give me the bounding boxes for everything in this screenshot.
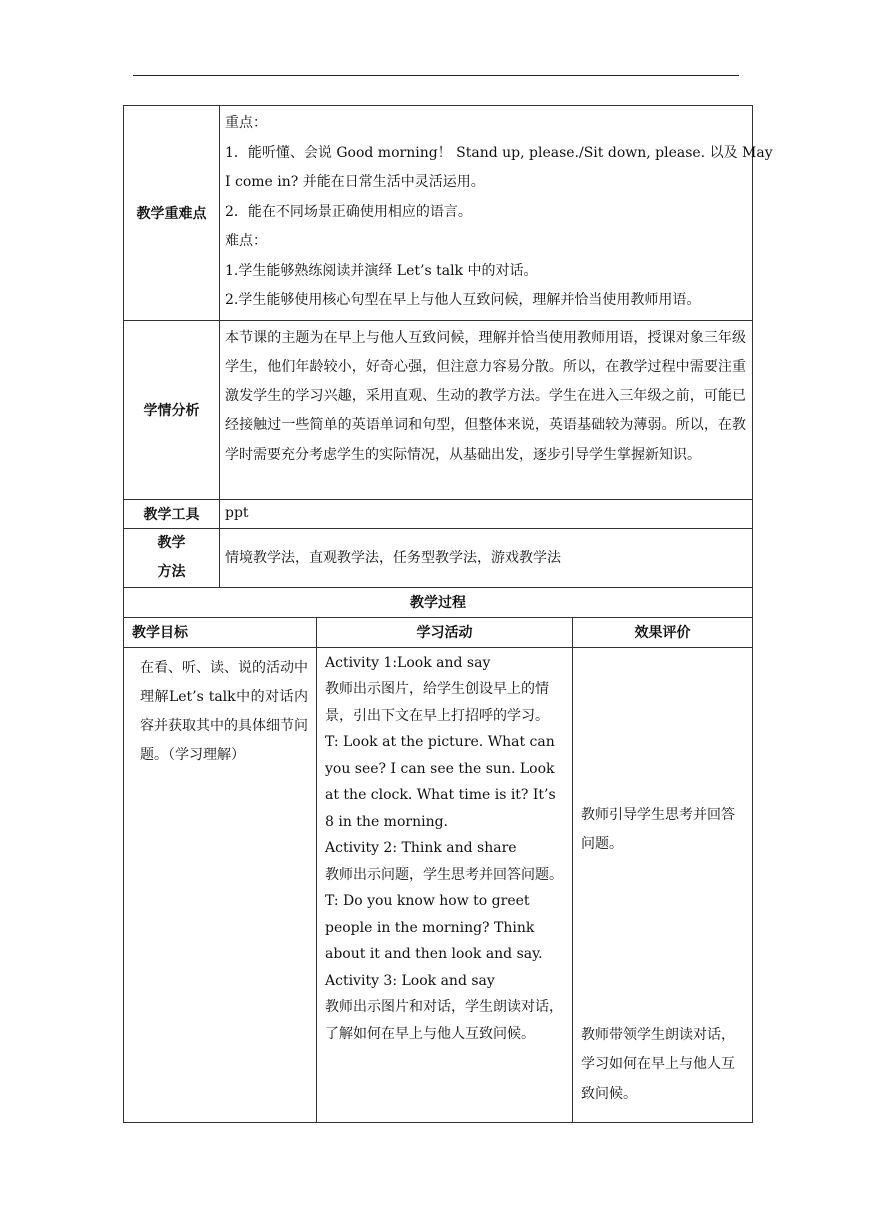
header-activity: 学习活动 bbox=[317, 617, 573, 647]
lesson-plan-table bbox=[123, 105, 773, 1123]
header-rule bbox=[133, 75, 739, 76]
tools-value: ppt bbox=[220, 499, 753, 528]
activity-line: T: Do you know how to greet people in the morning? Think about it and then look and say. bbox=[325, 893, 543, 962]
process-title: 教学过程 bbox=[124, 587, 753, 617]
activity-line: 教师出示问题，学生思考并回答问题。 bbox=[325, 866, 563, 883]
header-goal: 教学目标 bbox=[124, 617, 317, 647]
evaluation-text: 教师引导学生思考并回答问题。 bbox=[581, 806, 735, 852]
activity-line: Activity 2: Think and share bbox=[325, 840, 517, 856]
tools-row bbox=[124, 499, 753, 528]
key-points-row bbox=[124, 106, 753, 321]
methods-row bbox=[124, 528, 753, 587]
methods-value: 情境教学法，直观教学法，任务型教学法，游戏教学法 bbox=[220, 528, 753, 587]
activity-line: 教师出示图片和对话，学生朗读对话，了解如何在早上与他人互致问候。 bbox=[325, 999, 563, 1042]
process-title-row bbox=[124, 587, 753, 617]
goal-text: 在看、听、读、说的活动中理解Let’s talk中的对话内容并获取其中的具体细节问题。（学习理解） bbox=[140, 659, 308, 763]
key-points-line: 1.学生能够熟练阅读并演绎 Let’s talk 中的对话。 bbox=[225, 262, 538, 279]
key-points-line: 难点： bbox=[225, 233, 267, 249]
key-points-label: 教学重难点 bbox=[124, 106, 220, 321]
key-points-line: I come in? 并能在日常生活中灵活运用。 bbox=[225, 174, 485, 190]
activity-line: 教师出示图片，给学生创设早上的情景，引出下文在早上打招呼的学习。 bbox=[325, 681, 549, 724]
analysis-content bbox=[220, 320, 753, 499]
key-points-line: 1．能听懂、会说 Good morning！ Stand up, please./Sit down, please. 以及 May bbox=[225, 144, 773, 161]
activity-cell bbox=[317, 647, 573, 1122]
key-points-line: 重点： bbox=[225, 115, 267, 131]
goal-cell bbox=[124, 647, 317, 1122]
key-points-line: 2．能在不同场景正确使用相应的语言。 bbox=[225, 203, 472, 220]
activity-line: Activity 3: Look and say bbox=[325, 972, 495, 989]
methods-label-2: 方法 bbox=[157, 563, 186, 580]
evaluation-cell bbox=[573, 647, 753, 1122]
header-evaluation: 效果评价 bbox=[573, 617, 753, 647]
analysis-row bbox=[124, 320, 753, 499]
key-points-line: 2.学生能够使用核心句型在早上与他人互致问候，理解并恰当使用教师用语。 bbox=[225, 292, 701, 308]
activity-line: T: Look at the picture. What can you see? I can see the sun. Look at the clock. What time is it? It’s 8 in the morning. bbox=[325, 734, 556, 830]
tools-label: 教学工具 bbox=[124, 499, 220, 528]
evaluation-text: 教师带领学生朗读对话，学习如何在早上与他人互致问候。 bbox=[581, 1026, 735, 1102]
methods-label bbox=[124, 528, 220, 587]
analysis-label: 学情分析 bbox=[124, 320, 220, 499]
key-points-content bbox=[220, 106, 773, 321]
process-body-row bbox=[124, 647, 753, 1122]
process-header-row bbox=[124, 617, 753, 647]
methods-label-1: 教学 bbox=[157, 534, 186, 551]
analysis-text: 本节课的主题为在早上与他人互致问候，理解并恰当使用教师用语，授课对象三年级学生，他们年龄较小，好奇心强，但注意力容易分散。所以，在教学过程中需要注重激发学生的学习兴趣，采用直观、生动的教学方法。学生在进入三年级之前，可能已经接触过一些简单的英语单词和句型，但整体来说，英语基础较为薄弱。所以，在教学时需要充分考虑学生的实际情况，从基础出发，逐步引导学生掌握新知识。 bbox=[225, 329, 746, 463]
activity-line: Activity 1:Look and say bbox=[325, 654, 491, 671]
